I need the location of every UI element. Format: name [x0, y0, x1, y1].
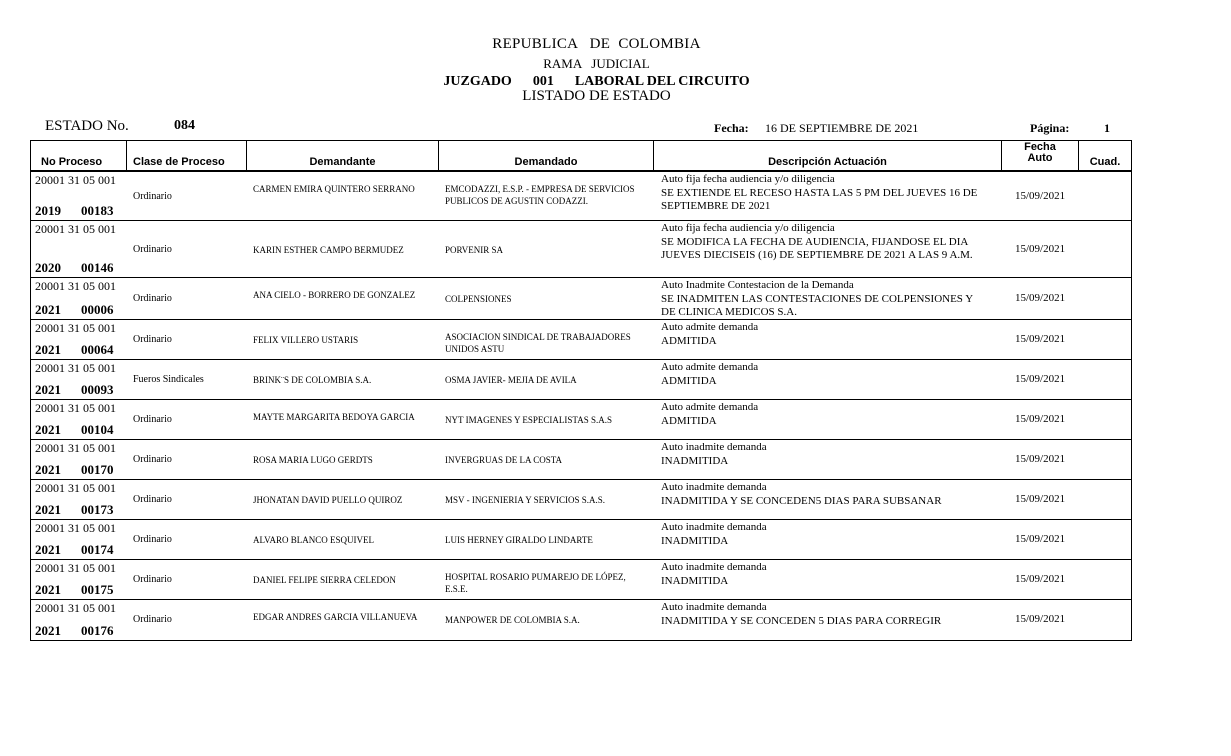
demandado-name: EMCODAZZI, E.S.P. - EMPRESA DE SERVICIOS PUBLICOS DE AGUSTIN CODAZZI. [445, 184, 635, 206]
clase-proceso: Ordinario [133, 574, 172, 585]
fecha-value: 16 DE SEPTIEMBRE DE 2021 [765, 121, 919, 135]
clase-proceso: Ordinario [133, 454, 172, 465]
descripcion-actuacion [661, 441, 981, 468]
proceso-year: 2021 [35, 302, 61, 317]
demandante-name: KARIN ESTHER CAMPO BERMUDEZ [253, 245, 404, 255]
proceso-number: 00173 [81, 502, 114, 517]
branch-title: RAMA JUDICIAL [543, 56, 650, 71]
demandado-name: INVERGRUAS DE LA COSTA [445, 455, 563, 465]
demandado-name: NYT IMAGENES Y ESPECIALISTAS S.A.S [445, 415, 612, 425]
estado-number: 084 [174, 118, 195, 133]
clase-proceso: Ordinario [133, 334, 172, 345]
fecha-auto: 15/09/2021 [1015, 190, 1066, 202]
fecha-auto: 15/09/2021 [1015, 373, 1066, 385]
descripcion-actuacion [661, 222, 981, 263]
col-demandado: Demandado [439, 141, 654, 170]
proceso-number: 00093 [81, 382, 114, 397]
proceso-code: 20001 31 05 001 [35, 441, 116, 455]
proceso-year: 2019 [35, 203, 61, 218]
clase-proceso: Ordinario [133, 534, 172, 545]
proceso-number: 00146 [81, 260, 114, 275]
descripcion-actuacion [661, 401, 981, 428]
actuacion-detail: SE MODIFICA LA FECHA DE AUDIENCIA, FIJANDOSE EL DIA JUEVES DIECISEIS (16) DE SEPTIEMBRE DE 2021 A LAS 9 A.M. [661, 235, 973, 261]
actuacion-title: Auto fija fecha audiencia y/o diligencia [661, 173, 835, 185]
descripcion-actuacion [661, 601, 981, 628]
actuacion-detail: INADMITIDA [661, 574, 729, 587]
clase-proceso: Ordinario [133, 494, 172, 505]
actuacion-title: Auto admite demanda [661, 321, 759, 333]
proceso-number: 00064 [81, 342, 114, 357]
actuacion-detail: INADMITIDA Y SE CONCEDEN5 DIAS PARA SUBSANAR [661, 494, 942, 507]
table-row [31, 440, 1131, 480]
col-cuad: Cuad. [1089, 156, 1121, 168]
proceso-number: 00175 [81, 582, 114, 597]
actuacion-detail: INADMITIDA [661, 454, 729, 467]
demandado-name: PORVENIR SA [445, 245, 504, 255]
proceso-code: 20001 31 05 001 [35, 561, 116, 575]
demandante-name: FELIX VILLERO USTARIS [253, 335, 359, 345]
fecha-auto: 15/09/2021 [1015, 333, 1066, 345]
proceso-year: 2021 [35, 542, 61, 557]
clase-proceso: Fueros Sindicales [133, 374, 204, 385]
proceso-number: 00176 [81, 623, 114, 638]
proceso-code: 20001 31 05 001 [35, 601, 116, 615]
table-row [31, 480, 1131, 520]
actuacion-title: Auto admite demanda [661, 401, 759, 413]
actuacion-detail: INADMITIDA Y SE CONCEDEN 5 DIAS PARA CORREGIR [661, 614, 942, 627]
demandado-name: LUIS HERNEY GIRALDO LINDARTE [445, 535, 593, 545]
table-row [31, 172, 1131, 221]
proceso-number: 00183 [81, 203, 114, 218]
pagina-value: 1 [1104, 121, 1110, 135]
fecha-auto: 15/09/2021 [1015, 533, 1066, 545]
actuacion-title: Auto Inadmite Contestacion de la Demanda [661, 279, 854, 291]
actuacion-title: Auto inadmite demanda [661, 561, 767, 573]
demandado-name: MSV - INGENIERIA Y SERVICIOS S.A.S. [445, 495, 605, 505]
demandante-name: ROSA MARIA LUGO GERDTS [253, 455, 373, 465]
descripcion-actuacion [661, 321, 981, 348]
actuacion-detail: SE EXTIENDE EL RECESO HASTA LAS 5 PM DEL JUEVES 16 DE SEPTIEMBRE DE 2021 [661, 186, 978, 212]
estado-label: ESTADO No. [45, 118, 129, 134]
actuacion-title: Auto inadmite demanda [661, 481, 767, 493]
demandado-name: ASOCIACION SINDICAL DE TRABAJADORES UNIDOS ASTU [445, 332, 631, 354]
proceso-number: 00104 [81, 422, 114, 437]
table-row [31, 560, 1131, 600]
proceso-number: 00170 [81, 462, 114, 477]
demandante-name: CARMEN EMIRA QUINTERO SERRANO [253, 184, 415, 194]
clase-proceso: Ordinario [133, 293, 172, 304]
proceso-code: 20001 31 05 001 [35, 521, 116, 535]
demandado-name: COLPENSIONES [445, 294, 512, 304]
proceso-year: 2021 [35, 342, 61, 357]
proceso-year: 2021 [35, 422, 61, 437]
col-descripcion: Descripción Actuación [654, 141, 1002, 170]
demandado-name: HOSPITAL ROSARIO PUMAREJO DE LÓPEZ, E.S.E. [445, 572, 626, 594]
actuacion-title: Auto inadmite demanda [661, 441, 767, 453]
fecha-auto: 15/09/2021 [1015, 493, 1066, 505]
actuacion-title: Auto fija fecha audiencia y/o diligencia [661, 222, 835, 234]
table-row [31, 520, 1131, 560]
descripcion-actuacion [661, 173, 981, 214]
demandante-name: EDGAR ANDRES GARCIA VILLANUEVA [253, 612, 418, 622]
demandante-name: ALVARO BLANCO ESQUIVEL [253, 535, 375, 545]
proceso-year: 2020 [35, 260, 61, 275]
proceso-code: 20001 31 05 001 [35, 401, 116, 415]
proceso-number: 00174 [81, 542, 114, 557]
country-title: REPUBLICA DE COLOMBIA [492, 36, 701, 52]
proceso-year: 2021 [35, 502, 61, 517]
descripcion-actuacion [661, 361, 981, 388]
proceso-year: 2021 [35, 462, 61, 477]
proceso-year: 2021 [35, 582, 61, 597]
demandante-name: ANA CIELO - BORRERO DE GONZALEZ [253, 290, 416, 300]
actuacion-title: Auto inadmite demanda [661, 601, 767, 613]
table-row [31, 400, 1131, 440]
demandante-name: BRINK¨S DE COLOMBIA S.A. [253, 375, 372, 385]
col-clase: Clase de Proceso [127, 141, 247, 170]
demandado-name: OSMA JAVIER- MEJIA DE AVILA [445, 375, 577, 385]
descripcion-actuacion [661, 561, 981, 588]
proceso-number: 00006 [81, 302, 114, 317]
table-row [31, 320, 1131, 360]
descripcion-actuacion [661, 279, 981, 320]
proceso-year: 2021 [35, 382, 61, 397]
col-demandante: Demandante [247, 141, 439, 170]
fecha-auto: 15/09/2021 [1015, 613, 1066, 625]
clase-proceso: Ordinario [133, 414, 172, 425]
table-header [31, 141, 1131, 172]
proceso-code: 20001 31 05 001 [35, 222, 116, 236]
actuacion-detail: ADMITIDA [661, 374, 717, 387]
demandado-name: MANPOWER DE COLOMBIA S.A. [445, 615, 580, 625]
pagina-label: Página: [1030, 121, 1070, 135]
table-row [31, 600, 1131, 640]
table-body [31, 172, 1131, 640]
fecha-auto: 15/09/2021 [1015, 413, 1066, 425]
table-row [31, 360, 1131, 400]
list-title: LISTADO DE ESTADO [522, 88, 671, 104]
col-fecha-auto: Fecha Auto [1002, 141, 1079, 170]
actuacion-detail: SE INADMITEN LAS CONTESTACIONES DE COLPENSIONES Y DE CLINICA MEDICOS S.A. [661, 292, 973, 318]
proceso-code: 20001 31 05 001 [35, 481, 116, 495]
proceso-code: 20001 31 05 001 [35, 321, 116, 335]
demandante-name: DANIEL FELIPE SIERRA CELEDON [253, 575, 396, 585]
actuacion-detail: ADMITIDA [661, 414, 717, 427]
demandante-name: MAYTE MARGARITA BEDOYA GARCIA [253, 412, 415, 422]
demandante-name: JHONATAN DAVID PUELLO QUIROZ [253, 495, 403, 505]
fecha-auto: 15/09/2021 [1015, 243, 1066, 255]
fecha-auto: 15/09/2021 [1015, 292, 1066, 304]
table-row [31, 278, 1131, 320]
col-proceso: No Proceso [31, 141, 127, 170]
actuacion-title: Auto inadmite demanda [661, 521, 767, 533]
proceso-year: 2021 [35, 623, 61, 638]
clase-proceso: Ordinario [133, 244, 172, 255]
proceso-code: 20001 31 05 001 [35, 173, 116, 187]
actuacion-title: Auto admite demanda [661, 361, 759, 373]
actuacion-detail: ADMITIDA [661, 334, 717, 347]
estado-table [30, 140, 1132, 641]
descripcion-actuacion [661, 521, 981, 548]
proceso-code: 20001 31 05 001 [35, 279, 116, 293]
proceso-code: 20001 31 05 001 [35, 361, 116, 375]
actuacion-detail: INADMITIDA [661, 534, 729, 547]
fecha-label: Fecha: [714, 121, 749, 135]
court-title: JUZGADO 001 LABORAL DEL CIRCUITO [443, 74, 750, 89]
descripcion-actuacion [661, 481, 981, 508]
table-row [31, 221, 1131, 278]
fecha-auto: 15/09/2021 [1015, 573, 1066, 585]
fecha-auto: 15/09/2021 [1015, 453, 1066, 465]
clase-proceso: Ordinario [133, 614, 172, 625]
clase-proceso: Ordinario [133, 191, 172, 202]
